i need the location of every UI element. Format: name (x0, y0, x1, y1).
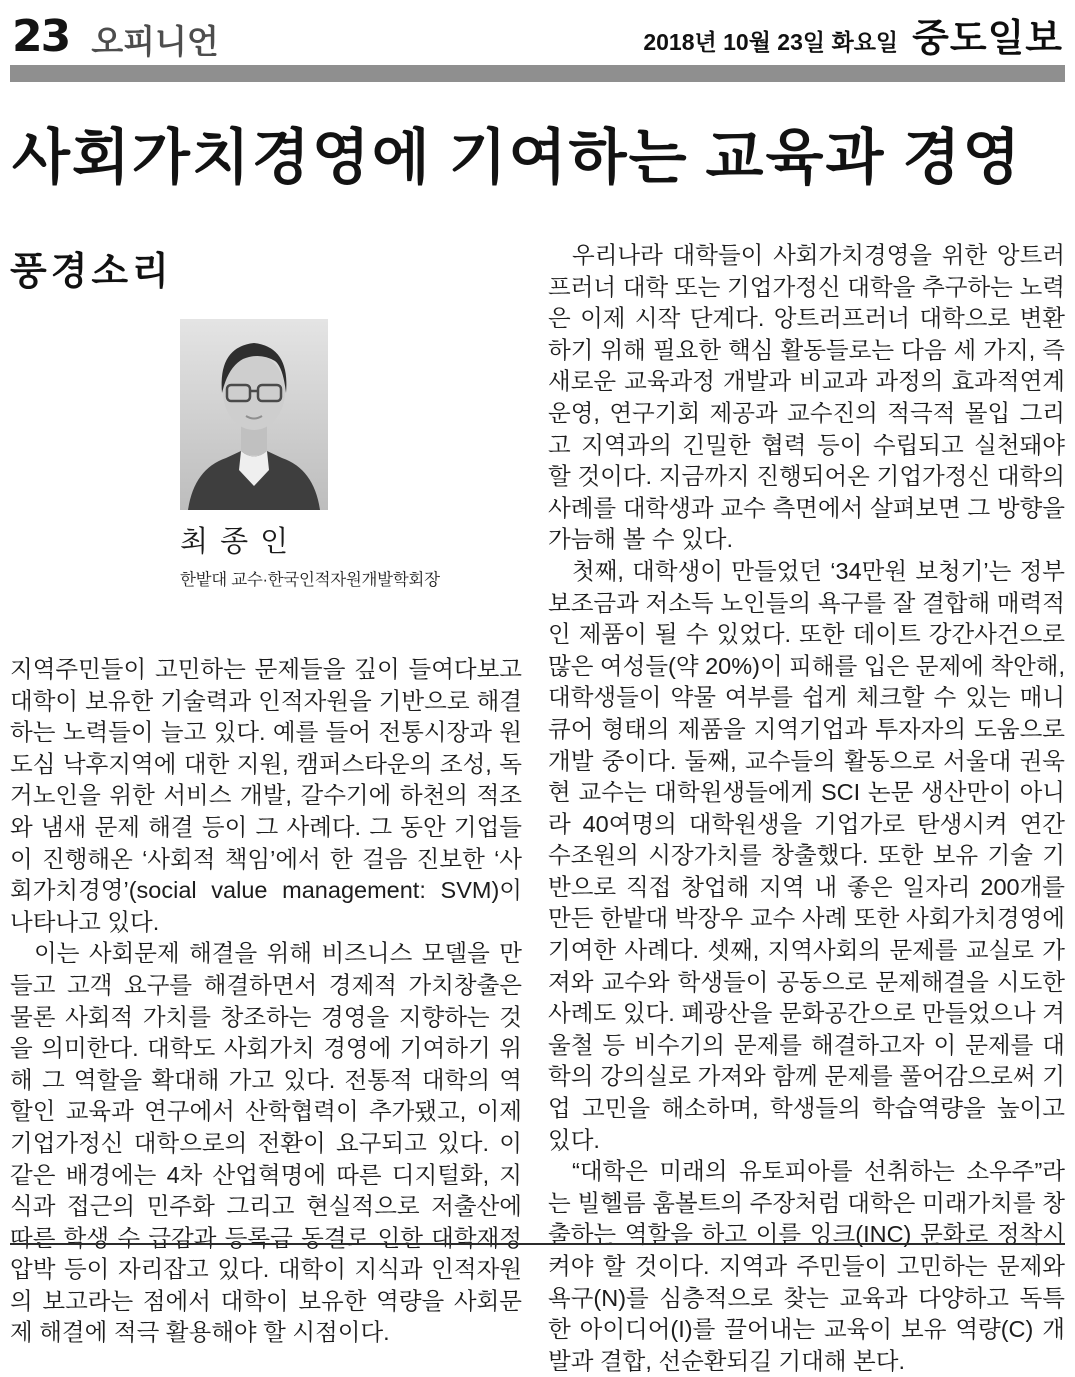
article-headline: 사회가치경영에 기여하는 교육과 경영 (12, 125, 1023, 191)
newspaper-name: 중도일보 (912, 18, 1063, 60)
header-left (12, 11, 219, 63)
paragraph: 지역주민들이 고민하는 문제들을 깊이 들여다보고 대학이 보유한 기술력과 인적자원을 기반으로 해결하는 노력들이 늘고 있다. 예를 들어 전통시장과 원도심 낙후지역에 대한 지원, 캠퍼스타운의 조성, 독거노인을 위한 서비스 개발, 갈수기에 하천의 적조와 냄새 문제 해결 등이 그 사례다. 그 동안 기업들이 진행해온 ‘사회적 책임’에서 한 걸음 진보한 ‘사회가치경영’(social value management: SVM)이 나타나고 있다. (10, 656, 522, 935)
header-right (643, 20, 1063, 58)
paragraph: 첫째, 대학생이 만들었던 ‘34만원 보청기’는 정부 보조금과 저소득 노인들의 욕구를 잘 결합해 매력적인 제품이 될 수 있었다. 또한 데이트 강간사건으로 많은 여성들(약 20%)이 피해를 입은 문제에 착안해, 대학생들이 약물 여부를 쉽게 체크할 수 있는 매니큐어 형태의 제품을 지역기업과 투자자의 도움으로 개발 중이다. 둘째, 교수들의 활동으로 서울대 권욱현 교수는 대학원생들에게 SCI 논문 생산만이 아니라 40여명의 대학원생을 기업가로 탄생시켜 연간 수조원의 시장가치를 창출했다. 또한 보유 기술 기반으로 직접 창업해 지역 내 좋은 일자리 200개를 만든 한밭대 박장우 교수 사례 또한 사회가치경영에 기여한 사례다. 셋째, 지역사회의 문제를 교실로 가져와 교수와 학생들이 공동으로 문제해결을 시도한 사례도 있다. 폐광산을 문화공간으로 만들었으나 겨울철 등 비수기의 문제를 해결하고자 이 문제를 대학의 강의실로 가져와 함께 문제를 풀어감으로써 기업 고민을 해소하며, 학생들의 학습역량을 높이고 있다. (548, 557, 1066, 1153)
page-number: 23 (12, 11, 70, 63)
right-column (548, 240, 1065, 1377)
left-column (10, 240, 522, 1377)
author-title: 한밭대 교수·한국인적자원개발학회장 (180, 571, 440, 589)
author-photo (180, 319, 328, 510)
column-kicker: 풍경소리 (10, 251, 173, 293)
paragraph: 우리나라 대학들이 사회가치경영을 위한 앙트러프러너 대학 또는 기업가정신 대학을 추구하는 노력은 이제 시작 단계다. 앙트러프러너 대학으로 변환하기 위해 필요한 핵심 활동들로는 다음 세 가지, 즉 새로운 교육과정 개발과 비교과 과정의 효과적연계 운영, 연구기회 제공과 교수진의 적극적 몰입 그리고 지역과의 긴밀한 협력 등이 수립되고 실천돼야 할 것이다. 지금까지 진행되어온 기업가정신 대학의 사례를 대학생과 교수 측면에서 살펴보면 그 방향을 가늠해 볼 수 있다. (548, 242, 1065, 553)
author-name: 최 종 인 (180, 526, 291, 558)
author-block (180, 319, 440, 590)
section-name: 오피니언 (91, 23, 219, 60)
page-header (10, 0, 1065, 63)
bottom-rule (10, 1243, 1065, 1245)
paragraph: 이는 사회문제 해결을 위해 비즈니스 모델을 만들고 고객 요구를 해결하면서 경제적 가치창출은 물론 사회적 가치를 창조하는 경영을 지향하는 것을 의미한다. 대학도 사회가치 경영에 기여하기 위해 그 역할을 확대해 가고 있다. 전통적 대학의 역할인 교육과 연구에서 산학협력이 추가됐고, 이제 기업가정신 대학으로의 전환이 요구되고 있다. 이같은 배경에는 4차 산업혁명에 따른 디지털화, 지식과 접근의 민주화 그리고 현실적으로 저출산에 따른 학생 수 급감과 등록금 동결로 인한 대학재정 압박 등이 자리잡고 있다. 대학이 지식과 인적자원의 보고라는 점에서 대학이 보유한 역량을 사회문제 해결에 적극 활용해야 할 시점이다. (10, 940, 522, 1346)
header-divider-bar (10, 65, 1065, 82)
article-body (10, 240, 1065, 1377)
issue-date: 2018년 10월 23일 화요일 (643, 28, 899, 55)
paragraph: “대학은 미래의 유토피아를 선취하는 소우주”라는 빌헬름 훔볼트의 주장처럼 대학은 미래가치를 창출하는 역할을 하고 이를 잉크(INC) 문화로 정착시켜야 할 것이다. 지역과 주민들이 고민하는 문제와 욕구(N)를 심층적으로 찾는 교육과 다양하고 독특한 아이디어(I)를 끌어내는 교육이 보유 역량(C) 개발과 결합, 선순환되길 기대해 본다. (548, 1158, 1065, 1374)
